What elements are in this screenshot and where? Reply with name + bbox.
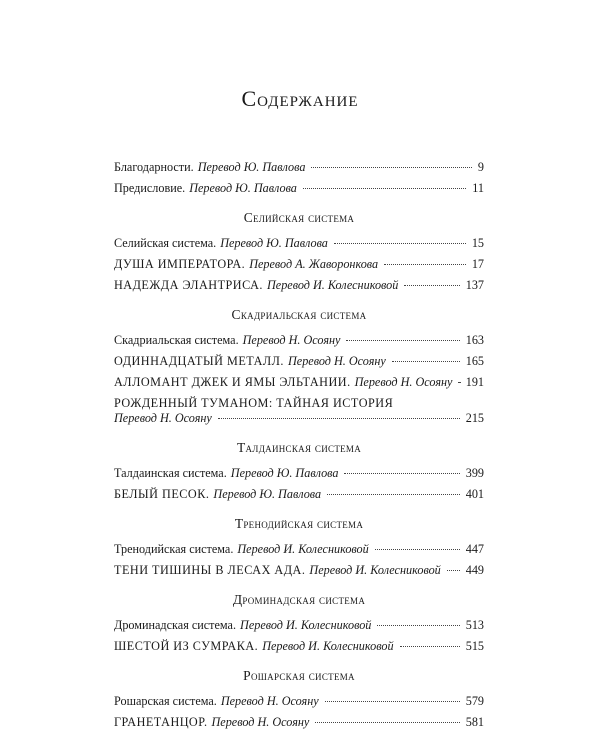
entry-page: 137 — [465, 278, 484, 292]
entry-page: 163 — [465, 333, 484, 347]
entry-translator: Перевод И. Колесниковой — [309, 563, 441, 577]
entry-translator: Перевод И. Колесниковой — [240, 618, 372, 632]
dot-leader — [303, 188, 466, 189]
entry-title: БЕЛЫЙ ПЕСОК. — [114, 487, 210, 501]
toc-entry — [114, 181, 484, 196]
toc-entry — [114, 694, 484, 709]
entry-title: АЛЛОМАНТ ДЖЕК И ЯМЫ ЭЛЬТАНИИ. — [114, 375, 351, 389]
entry-translator: Перевод Н. Осояну — [242, 333, 341, 347]
toc-entry — [114, 542, 484, 557]
entry-translator: Перевод Ю. Павлова — [230, 466, 339, 480]
entry-page: 165 — [465, 354, 484, 368]
entry-title: Талдаинская система. — [114, 466, 227, 480]
entry-translator: Перевод И. Колесниковой — [262, 639, 394, 653]
section-heading: Скадриальская система — [231, 307, 367, 322]
dot-leader — [447, 570, 460, 571]
entry-page: 581 — [465, 715, 484, 729]
entry-page: 447 — [465, 542, 484, 556]
entry-title: Тренодийская система. — [114, 542, 234, 556]
entry-title: ГРАНЕТАНЦОР. — [114, 715, 208, 729]
dot-leader — [327, 494, 460, 495]
toc-entry — [114, 715, 484, 730]
entry-title: РОЖДЕННЫЙ ТУМАНОМ: ТАЙНАЯ ИСТОРИЯ — [114, 396, 394, 410]
entry-translator: Перевод Н. Осояну — [211, 715, 310, 729]
entry-title: Скадриальская система. — [114, 333, 239, 347]
entry-title: ТЕНИ ТИШИНЫ В ЛЕСАХ АДА. — [114, 563, 306, 577]
entry-translator: Перевод Н. Осояну — [220, 694, 319, 708]
toc-entry — [114, 354, 484, 369]
toc-entry — [114, 563, 484, 578]
toc-entry — [114, 333, 484, 348]
entry-title: Благодарности. — [114, 160, 194, 174]
entry-translator: Перевод Ю. Павлова — [220, 236, 328, 250]
entry-title: ШЕСТОЙ ИЗ СУМРАКА. — [114, 639, 259, 653]
dot-leader — [346, 340, 459, 341]
toc-entry — [114, 160, 484, 175]
entry-translator: Перевод Ю. Павлова — [213, 487, 322, 501]
section-heading: Рошарская система — [243, 668, 355, 683]
entry-translator: Перевод А. Жаворонкова — [249, 257, 379, 271]
page-title: Содержание — [241, 86, 359, 111]
dot-leader — [344, 473, 459, 474]
entry-title: Предисловие. — [114, 181, 186, 195]
dot-leader — [315, 722, 459, 723]
entry-translator: Перевод Н. Осояну — [114, 411, 212, 425]
entry-page: 15 — [471, 236, 484, 250]
dot-leader — [377, 625, 459, 626]
entry-translator: Перевод Ю. Павлова — [189, 181, 297, 195]
section-heading: Дроминадская система — [232, 592, 366, 607]
dot-leader — [400, 646, 460, 647]
dot-leader — [458, 382, 459, 383]
section-heading: Тренодийская система — [234, 516, 364, 531]
entry-page: 399 — [465, 466, 484, 480]
entry-page: 579 — [465, 694, 484, 708]
toc-entry — [114, 278, 484, 293]
dot-leader — [311, 167, 471, 168]
table-of-contents — [114, 160, 484, 736]
entry-page: 17 — [471, 257, 484, 271]
entry-title: Дроминадская система. — [114, 618, 237, 632]
entry-title: Рошарская система. — [114, 694, 217, 708]
toc-entry — [114, 236, 484, 251]
entry-page: 9 — [477, 160, 484, 174]
entry-translator: Перевод Н. Осояну — [354, 375, 453, 389]
dot-leader — [392, 361, 460, 362]
dot-leader — [325, 701, 460, 702]
entry-page: 449 — [465, 563, 484, 577]
toc-entry — [114, 639, 484, 654]
toc-entry — [114, 257, 484, 272]
dot-leader — [384, 264, 466, 265]
section-heading: Талдаинская система — [236, 440, 362, 455]
entry-title: НАДЕЖДА ЭЛАНТРИСА. — [114, 278, 263, 292]
dot-leader — [218, 418, 460, 419]
dot-leader — [334, 243, 466, 244]
section-heading: Селийская система — [243, 210, 355, 225]
toc-entry — [114, 618, 484, 633]
entry-page: 11 — [472, 181, 484, 195]
entry-page: 513 — [465, 618, 484, 632]
entry-translator: Перевод Ю. Павлова — [197, 160, 306, 174]
entry-title: ОДИННАДЦАТЫЙ МЕТАЛЛ. — [114, 354, 284, 368]
toc-entry — [114, 396, 484, 426]
entry-title: ДУША ИМПЕРАТОРА. — [114, 257, 246, 271]
entry-translator: Перевод Н. Осояну — [287, 354, 386, 368]
toc-entry — [114, 375, 484, 390]
toc-entry — [114, 487, 484, 502]
dot-leader — [404, 285, 459, 286]
entry-page: 515 — [465, 639, 484, 653]
entry-page: 191 — [465, 375, 484, 389]
entry-title: Селийская система. — [114, 236, 217, 250]
entry-translator: Перевод И. Колесниковой — [237, 542, 369, 556]
entry-page: 215 — [465, 411, 484, 425]
entry-translator: Перевод И. Колесниковой — [266, 278, 399, 292]
entry-page: 401 — [465, 487, 484, 501]
dot-leader — [375, 549, 460, 550]
toc-entry — [114, 466, 484, 481]
